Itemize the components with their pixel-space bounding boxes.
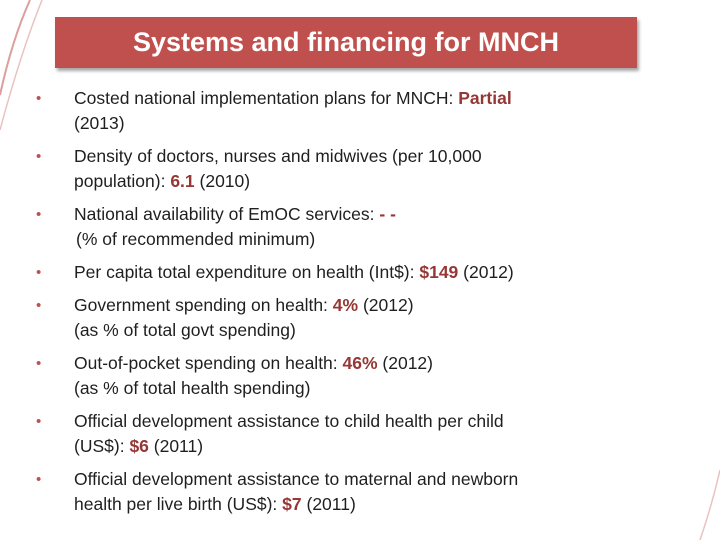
item-year: (2012) bbox=[458, 262, 514, 282]
list-item bbox=[34, 293, 704, 343]
bullet-icon: • bbox=[36, 206, 42, 223]
item-value: $6 bbox=[129, 436, 149, 456]
item-value: 46% bbox=[342, 353, 378, 373]
bullet-icon: • bbox=[36, 413, 42, 430]
bullet-icon: • bbox=[36, 264, 42, 281]
list-item bbox=[34, 351, 704, 401]
item-year: (2010) bbox=[194, 171, 251, 191]
item-year: (2012) bbox=[377, 353, 433, 373]
item-value: - - bbox=[379, 204, 396, 224]
item-subtext: (2013) bbox=[74, 113, 125, 133]
list-item bbox=[34, 202, 704, 252]
item-text: Out-of-pocket spending on health: bbox=[74, 353, 343, 373]
list-item bbox=[34, 260, 704, 285]
item-year: (2011) bbox=[301, 494, 356, 514]
list-item bbox=[34, 409, 704, 459]
item-subtext: (% of recommended minimum) bbox=[76, 229, 316, 249]
item-subtext: health per live birth (US$): bbox=[74, 494, 283, 514]
item-text: Per capita total expenditure on health (Int$): bbox=[74, 262, 420, 282]
item-value: 4% bbox=[332, 295, 359, 315]
list-item bbox=[34, 86, 704, 136]
item-text: Government spending on health: bbox=[74, 295, 333, 315]
list-item bbox=[34, 144, 704, 194]
item-value: $7 bbox=[282, 494, 302, 514]
bullet-list bbox=[34, 86, 704, 525]
item-value: 6.1 bbox=[170, 171, 195, 191]
item-text: National availability of EmOC services: bbox=[74, 204, 380, 224]
bullet-icon: • bbox=[36, 355, 42, 372]
item-year: (2011) bbox=[148, 436, 204, 456]
item-subtext: (as % of total govt spending) bbox=[74, 320, 296, 340]
item-subtext: population): bbox=[74, 171, 171, 191]
list-item bbox=[34, 467, 704, 517]
item-subtext: (US$): bbox=[74, 436, 130, 456]
item-value: Partial bbox=[458, 88, 512, 108]
bullet-icon: • bbox=[36, 148, 42, 165]
item-subtext: (as % of total health spending) bbox=[74, 378, 311, 398]
item-text: Official development assistance to child health per child bbox=[74, 411, 504, 431]
item-year: (2012) bbox=[358, 295, 414, 315]
item-text: Costed national implementation plans for MNCH: bbox=[74, 88, 459, 108]
bullet-icon: • bbox=[36, 90, 42, 107]
item-value: $149 bbox=[419, 262, 459, 282]
bullet-icon: • bbox=[36, 471, 42, 488]
item-text: Official development assistance to maternal and newborn bbox=[74, 469, 519, 489]
slide-title: Systems and financing for MNCH bbox=[55, 17, 637, 68]
item-text: Density of doctors, nurses and midwives (per 10,000 bbox=[74, 146, 482, 166]
bullet-icon: • bbox=[36, 297, 42, 314]
